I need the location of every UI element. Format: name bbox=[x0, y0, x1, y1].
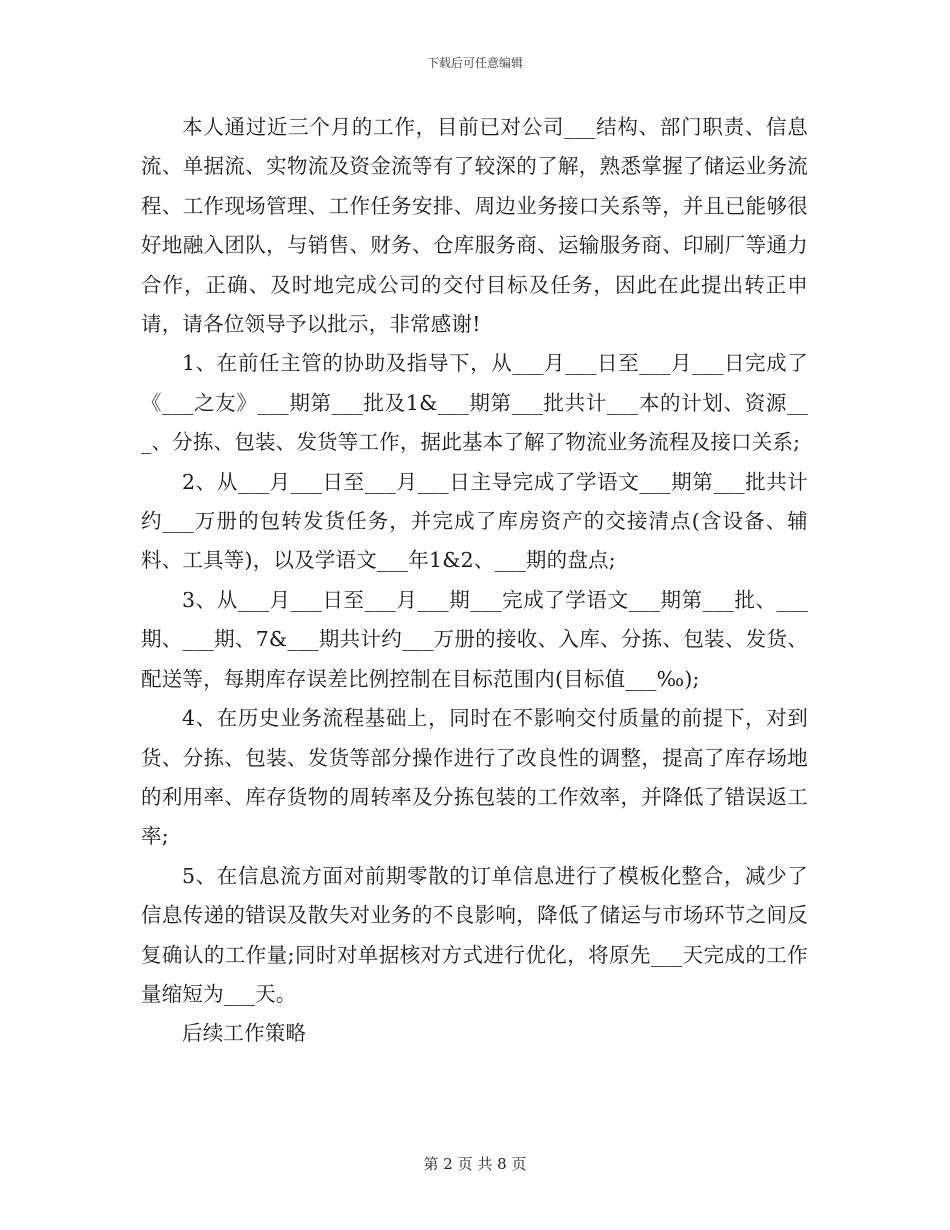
page-header: 下载后可任意编辑 bbox=[426, 56, 523, 70]
item-4-paragraph: 4、在历史业务流程基础上，同时在不影响交付质量的前提下，对到货、分拣、包装、发货等部分操作进行了改良性的调整，提高了库存场地的利用率、库存货物的周转率及分拣包装的工作效率，并降低了错误返工率; bbox=[141, 706, 808, 849]
page-number: 第 2 页 共 8 页 bbox=[423, 1155, 527, 1173]
item-5-paragraph: 5、在信息流方面对前期零散的订单信息进行了模板化整合，减少了信息传递的错误及散失对业务的不良影响，降低了储运与市场环节之间反复确认的工作量;同时对单据核对方式进行优化，将原先___天完成的工作量缩短为___天。 bbox=[141, 863, 808, 1006]
item-3-paragraph: 3、从___月___日至___月___期___完成了学语文___期第___批、___期、___期、7&___期共计约___万册的接收、入库、分拣、包装、发货、配送等，每期库存误差比例控制在目标范围内(目标值___‰); bbox=[141, 587, 808, 691]
section-heading: 后续工作策略 bbox=[182, 1021, 307, 1046]
document-body bbox=[141, 108, 808, 1054]
intro-paragraph: 本人通过近三个月的工作，目前已对公司___结构、部门职责、信息流、单据流、实物流及资金流等有了较深的了解，熟悉掌握了储运业务流程、工作现场管理、工作任务安排、周边业务接口关系等，并且已能够很好地融入团队，与销售、财务、仓库服务商、运输服务商、印刷厂等通力合作，正确、及时地完成公司的交付目标及任务，因此在此提出转正申请，请各位领导予以批示，非常感谢! bbox=[141, 115, 808, 337]
item-2-paragraph: 2、从___月___日至___月___日主导完成了学语文___期第___批共计约___万册的包转发货任务，并完成了库房资产的交接清点(含设备、辅料、工具等)，以及学语文___年1&2、___期的盘点; bbox=[141, 469, 808, 573]
item-1-paragraph: 1、在前任主管的协助及指导下，从___月___日至___月___日完成了《___之友》___期第___批及1&___期第___批共计___本的计划、资源___、分拣、包装、发货等工作，据此基本了解了物流业务流程及接口关系; bbox=[141, 351, 808, 455]
